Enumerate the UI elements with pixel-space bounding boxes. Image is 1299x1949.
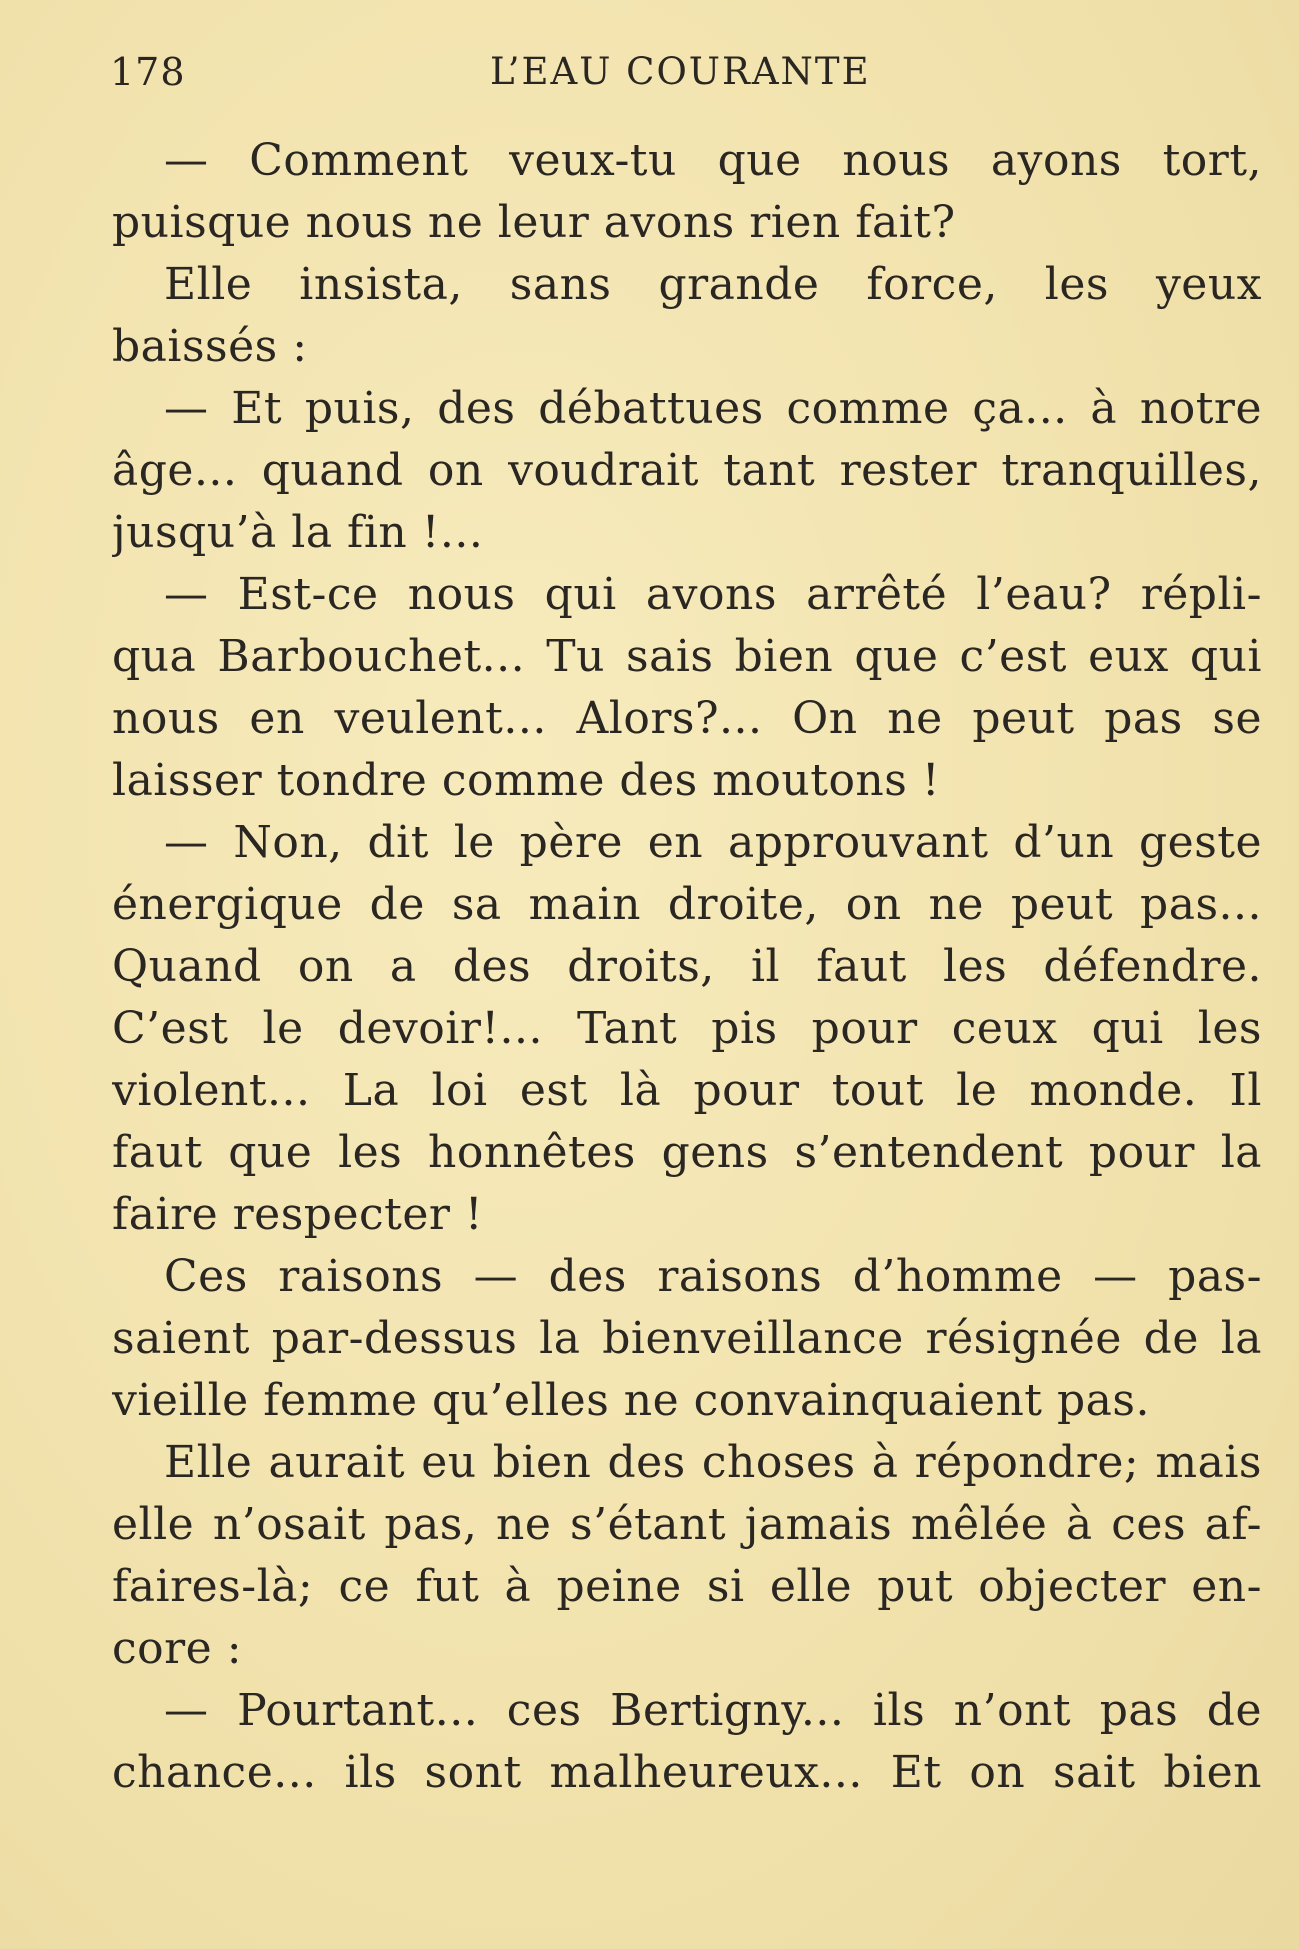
text-line: faire respecter ! xyxy=(112,1189,484,1240)
text-line: énergique de sa main droite, on ne peut pas... xyxy=(112,879,1262,930)
text-line: core : xyxy=(112,1623,243,1674)
text-line: — Et puis, des débattues comme ça... à notre xyxy=(164,383,1262,434)
text-line: puisque nous ne leur avons rien fait? xyxy=(112,197,956,248)
text-line: qua Barbouchet... Tu sais bien que c’est eux qui xyxy=(112,631,1262,682)
text-line: baissés : xyxy=(112,321,308,372)
page-header xyxy=(110,50,1260,100)
text-line: nous en veulent... Alors?... On ne peut pas se xyxy=(112,693,1262,744)
page-number: 178 xyxy=(110,50,186,94)
text-line: vieille femme qu’elles ne convainquaient pas. xyxy=(112,1375,1150,1426)
text-line: laisser tondre comme des moutons ! xyxy=(112,755,941,806)
text-line: faires-là; ce fut à peine si elle put objecter en- xyxy=(112,1561,1262,1612)
text-line: chance... ils sont malheureux... Et on sait bien xyxy=(112,1747,1262,1798)
text-line: violent... La loi est là pour tout le monde. Il xyxy=(112,1065,1262,1116)
text-line: faut que les honnêtes gens s’entendent pour la xyxy=(112,1127,1262,1178)
text-line: Elle aurait eu bien des choses à répondre; mais xyxy=(164,1437,1262,1488)
text-line: — Comment veux-tu que nous ayons tort, xyxy=(164,135,1262,186)
text-line: Ces raisons — des raisons d’homme — pas- xyxy=(164,1251,1262,1302)
text-line: âge... quand on voudrait tant rester tranquilles, xyxy=(112,445,1262,496)
text-line: C’est le devoir!... Tant pis pour ceux qui les xyxy=(112,1003,1262,1054)
running-title: L’EAU COURANTE xyxy=(490,50,871,93)
text-line: — Est-ce nous qui avons arrêté l’eau? répli- xyxy=(164,569,1262,620)
text-line: jusqu’à la fin !... xyxy=(112,507,484,558)
text-line: Quand on a des droits, il faut les défendre. xyxy=(112,941,1262,992)
text-line: — Non, dit le père en approuvant d’un geste xyxy=(164,817,1262,868)
text-line: — Pourtant... ces Bertigny... ils n’ont pas de xyxy=(164,1685,1262,1736)
text-line: Elle insista, sans grande force, les yeux xyxy=(164,259,1262,310)
text-line: elle n’osait pas, ne s’étant jamais mêlée à ces af- xyxy=(112,1499,1262,1550)
body-text xyxy=(112,130,1262,1804)
text-line: saient par-dessus la bienveillance résignée de la xyxy=(112,1313,1262,1364)
